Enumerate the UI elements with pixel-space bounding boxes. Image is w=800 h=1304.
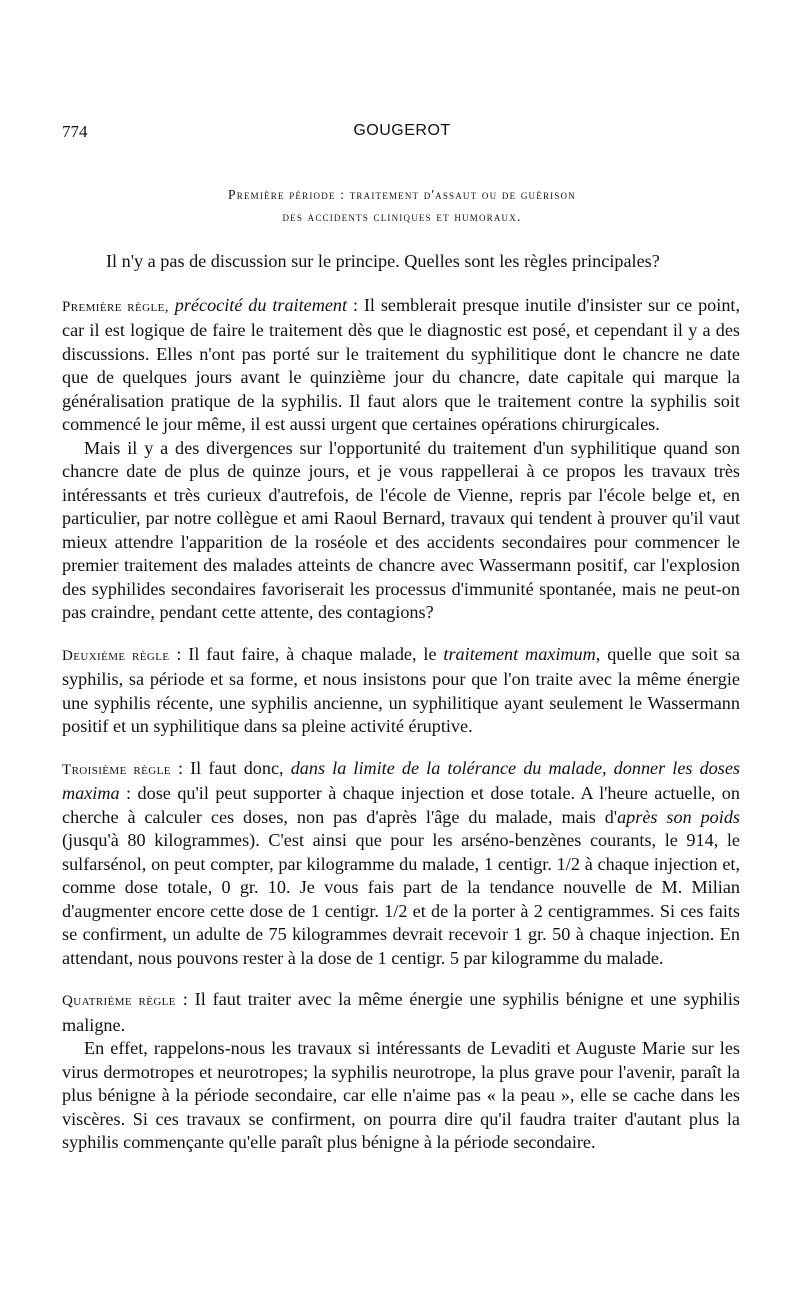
rule-1-paragraph bbox=[62, 294, 740, 437]
rule-1-label: Première règle, bbox=[62, 298, 169, 315]
rule-4-follow-paragraph: En effet, rappelons-nous les travaux si intéressants de Levaditi et Auguste Marie sur les virus dermotropes et neurotropes; la syphilis neurotrope, la plus grave pour l'avenir, paraît la plus bénigne à la période secondaire, car elle n'aime pas « la peau », elle se cache dans les viscères. Si ces travaux se confirment, on pourra dire qu'il faudra traiter d'autant plus la syphilis commençante qu'elle paraît plus bénigne à la période secondaire. bbox=[62, 1038, 740, 1152]
rule-2-paragraph bbox=[62, 643, 740, 739]
rule-1-follow-paragraph: Mais il y a des divergences sur l'opportunité du traitement d'un syphilitique quand son chancre date de plus de quinze jours, et je vous rappellerai à ce propos les travaux très intéressants et très curieux d'autrefois, de l'école de Vienne, repris par l'école belge et, en particulier, par notre collègue et ami Raoul Bernard, travaux qui tendent à prouver qu'il vaut mieux attendre l'apparition de la roséole et des accidents secondaires pour commencer le premier traitement des malades atteints de chancre avec Wassermann positif, car l'explosion des syphilides secondaires favoriserait les processus d'immunité spontanée, mais ne peut-on pas craindre, pendant cette attente, des contagions? bbox=[62, 437, 740, 622]
page-number: 774 bbox=[62, 122, 88, 141]
page-header bbox=[62, 122, 742, 146]
rule-4-paragraph bbox=[62, 988, 740, 1037]
rule-4-label: Quatrième règle bbox=[62, 993, 176, 1009]
section-title-line-2: des accidents cliniques et humoraux. bbox=[282, 209, 522, 224]
rule-3-emphasis-a: dans la limite de la tolérance du malade, donner les doses maxima bbox=[62, 757, 741, 803]
body-text bbox=[62, 250, 741, 1155]
section-title bbox=[62, 184, 742, 228]
rule-3-text-a: : Il faut donc, bbox=[170, 757, 291, 778]
rule-2-text-b: , quelle que soit sa syphilis, sa période et sa forme, et nous insistons pour que l'on traite avec la même énergie une syphilis récente, une syphilis ancienne, un syphilitique ayant seulement le Wassermann positif et un syphilitique dans sa pleine activité éruptive. bbox=[62, 643, 740, 736]
rule-2-emphasis: traitement maximum bbox=[443, 643, 596, 664]
rule-3-text-c: (jusqu'à 80 kilogrammes). C'est ainsi que pour les arséno-benzènes courants, le 914, le sulfarsénol, on peut compter, par kilogramme du malade, 1 centigr. 1/2 à chaque injection et, comme dose totale, 0 gr. 10. Je vous fais part de la tendance nouvelle de M. Milian d'augmenter encore cette dose de 1 centigr. 1/2 et de la porter à 2 centigrammes. Si ces faits se confirment, un adulte de 75 kilogrammes devrait recevoir 1 gr. 50 à chaque injection. En attendant, nous pouvons rester à la dose de 1 centigr. 5 par kilogramme du malade. bbox=[62, 830, 740, 968]
rule-1-title: précocité du traitement bbox=[174, 294, 348, 315]
rule-3-emphasis-b: après son poids bbox=[617, 806, 740, 827]
rule-3-text-b: : dose qu'il peut supporter à chaque injection et dose totale. A l'heure actuelle, on cherche à calculer ces doses, non pas d'après l'âge du malade, mais d' bbox=[62, 783, 740, 827]
rule-2-label: Deuxième règle bbox=[62, 647, 170, 664]
rule-4-text: : Il faut traiter avec la même énergie une syphilis bénigne et une syphilis maligne. bbox=[62, 989, 740, 1035]
intro-paragraph: Il n'y a pas de discussion sur le principe. Quelles sont les règles principales? bbox=[106, 251, 660, 271]
rule-3-label: Troisième règle bbox=[62, 761, 171, 778]
running-head: GOUGEROT bbox=[353, 122, 451, 139]
section-title-line-1: Première période : traitement d'assaut ou de guérison bbox=[228, 187, 576, 202]
rule-2-text-a: : Il faut faire, à chaque malade, le bbox=[169, 643, 444, 664]
rule-3-paragraph bbox=[62, 757, 740, 971]
rule-1-text: : Il semblerait presque inutile d'insister sur ce point, car il est logique de faire le traitement dès que le diagnostic est posé, et cependant il y a des discussions. Elles n'ont pas porté sur le traitement du syphilitique dont le chancre ne date que de quelques jours avant le quinzième jour du chancre, date capitale qui marque la généralisation pratique de la syphilis. Il faut alors que le traitement contre la syphilis soit commencé le jour même, il est aussi urgent que certaines opérations chirurgicales. bbox=[62, 294, 741, 434]
